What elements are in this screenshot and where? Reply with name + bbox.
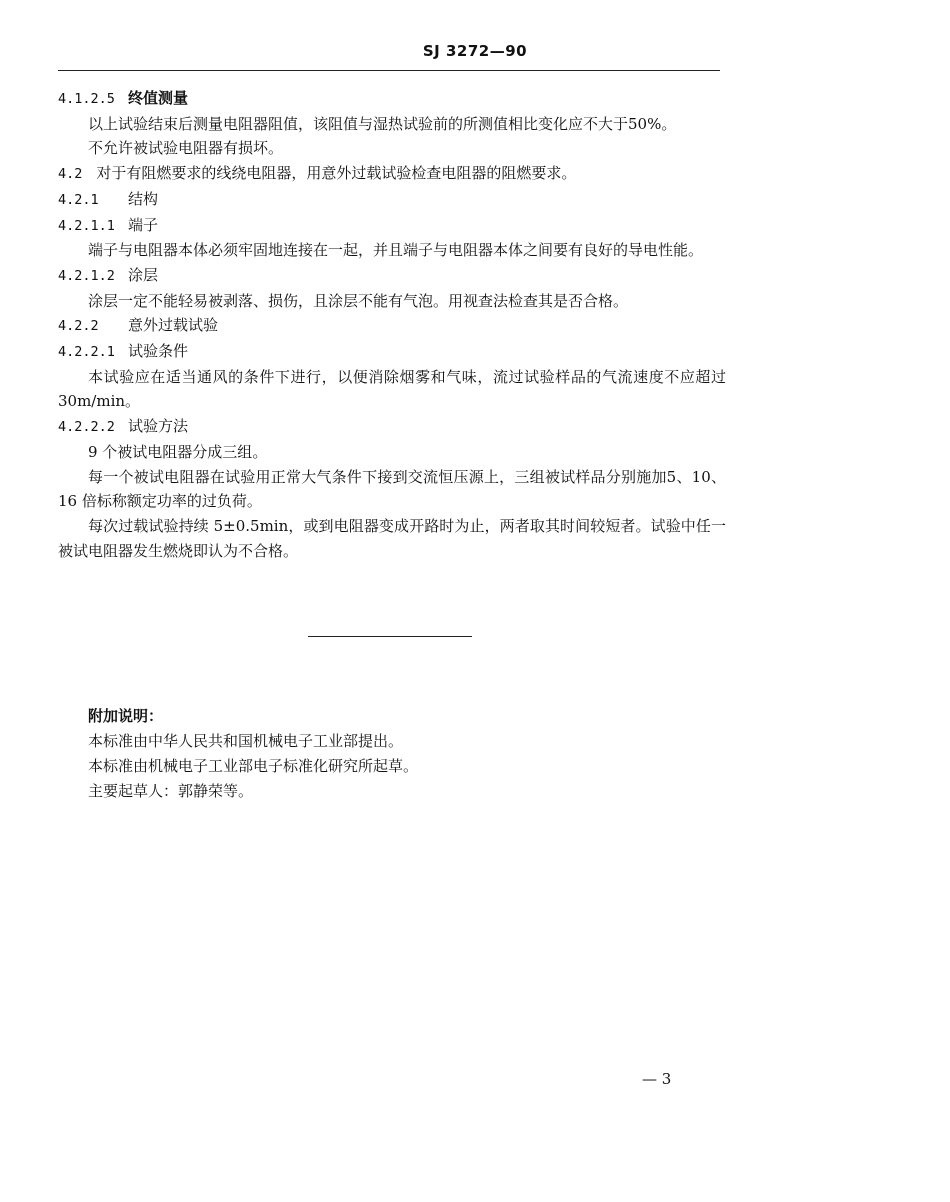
notes-title: 附加说明： <box>88 707 164 725</box>
page-number: — 3 <box>642 1070 672 1088</box>
notes-line: 主要起草人：郭静荣等。 <box>88 782 254 800</box>
clause-4-1-2-5 <box>58 86 726 112</box>
clause-number: 4.2.2 <box>58 318 99 335</box>
clause-text: 对于有阻燃要求的线绕电阻器，用意外过载试验检查电阻器的阻燃要求。 <box>96 164 577 183</box>
clause-4-2-2-2 <box>58 414 726 440</box>
clause-4-2-2 <box>58 313 726 339</box>
end-of-text-rule <box>308 636 472 637</box>
clause-number: 4.2.1 <box>58 191 99 208</box>
clause-4-2-2-1 <box>58 339 726 365</box>
clause-number: 4.2.1.1 <box>58 217 115 234</box>
additional-notes <box>88 704 688 804</box>
clause-4-2-1 <box>58 187 726 213</box>
clause-title: 终值测量 <box>128 89 189 107</box>
clause-title: 涂层 <box>128 265 159 284</box>
standard-code-header: SJ 3272—90 <box>422 42 528 60</box>
notes-line: 本标准由中华人民共和国机械电子工业部提出。 <box>88 732 404 750</box>
clause-title: 结构 <box>128 189 159 208</box>
paragraph: 每次过载试验持续 5±0.5min，或到电阻器变成开路时为止，两者取其时间较短者。试验中任一被试电阻器发生燃烧即认为不合格。 <box>58 516 726 560</box>
document-body <box>58 86 726 563</box>
clause-title: 试验条件 <box>128 342 189 361</box>
clause-4-2-1-1 <box>58 213 726 239</box>
header-rule <box>58 70 720 71</box>
paragraph: 本试验应在适当通风的条件下进行，以便消除烟雾和气味，流过试验样品的气流速度不应超过 30m/min。 <box>58 367 726 411</box>
clause-4-2-1-2 <box>58 263 726 289</box>
clause-title: 端子 <box>128 215 159 234</box>
clause-4-2 <box>58 161 726 187</box>
clause-title: 意外过载试验 <box>128 316 219 335</box>
paragraph: 涂层一定不能轻易被剥落、损伤，且涂层不能有气泡。用视查法检查其是否合格。 <box>88 291 629 310</box>
clause-number: 4.1.2.5 <box>58 91 115 107</box>
paragraph: 以上试验结束后测量电阻器阻值，该阻值与湿热试验前的所测值相比变化应不大于50%。 <box>88 114 677 133</box>
clause-title: 试验方法 <box>128 417 189 436</box>
notes-line: 本标准由机械电子工业部电子标准化研究所起草。 <box>88 757 419 775</box>
clause-number: 4.2 <box>58 166 83 183</box>
paragraph: 每一个被试电阻器在试验用正常大气条件下接到交流恒压源上，三组被试样品分别施加5、10、16 倍标称额定功率的过负荷。 <box>58 467 726 511</box>
clause-number: 4.2.2.2 <box>58 419 115 436</box>
clause-number: 4.2.2.1 <box>58 344 115 361</box>
paragraph: 9 个被试电阻器分成三组。 <box>88 442 268 461</box>
clause-number: 4.2.1.2 <box>58 267 115 284</box>
paragraph: 不允许被试验电阻器有损坏。 <box>88 139 284 158</box>
paragraph: 端子与电阻器本体必须牢固地连接在一起，并且端子与电阻器本体之间要有良好的导电性能。 <box>88 241 704 260</box>
